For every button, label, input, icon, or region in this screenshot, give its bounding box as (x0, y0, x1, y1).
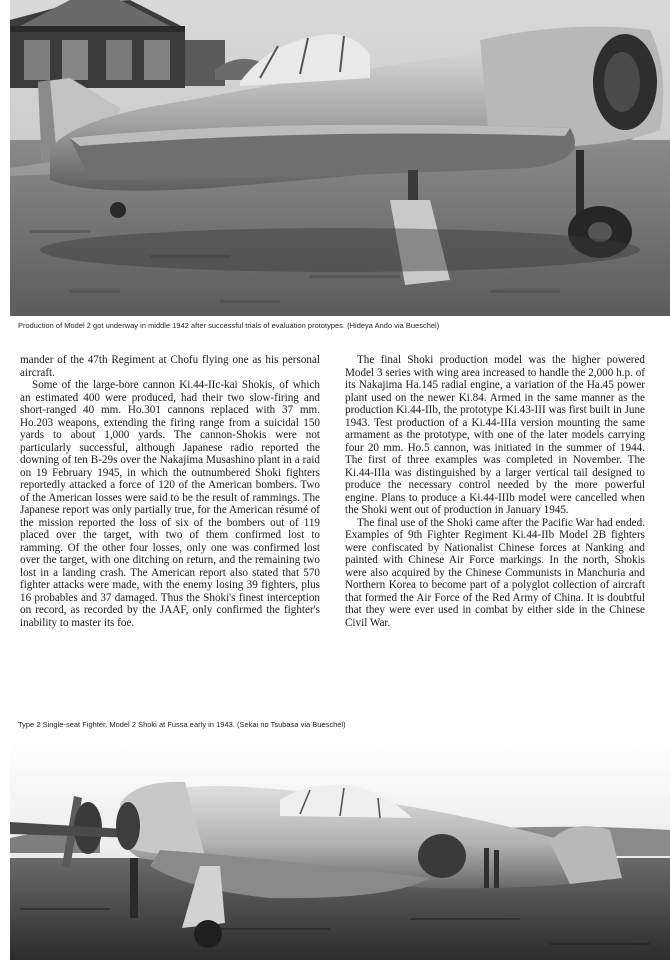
text-column-right (345, 354, 645, 629)
paragraph: The final use of the Shoki came after the Pacific War had ended. Examples of 9th Fighter Regiment Ki.44-IIb Model 2B fighters were confiscated by Nationalist Chinese forces at Nanking and painted with Chinese Air Force markings. In the north, Shokis were also acquired by the Chinese Communists in Manchuria and Northern Korea to become part of a polyglot collection of aircraft that formed the Air Force of the Red Army of China. It is doubtful that they were ever used in combat by either side in the Chinese Civil War. (345, 516, 645, 629)
text-column-left (20, 354, 320, 629)
photo-ki44-shoki-fussa (10, 738, 670, 960)
photo-ki44-production-model (10, 0, 670, 316)
photo-caption-bottom: Type 2 Single-seat Fighter. Model 2 Shoki at Fussa early in 1943. (Sekai no Tsubasa via Bueschel) (18, 720, 346, 729)
paragraph: mander of the 47th Regiment at Chofu flying one as his personal aircraft. (20, 354, 320, 379)
paragraph: The final Shoki production model was the higher powered Model 3 series with wing area increased to handle the 2,000 h.p. of its Nakajima Ha.145 radial engine, a variation of the Ha.45 power plant used on the newer Ki.84. Armed in the same manner as the production Ki.44-IIb, the prototype Ki.43-III was first built in June 1943. Test production of a Ki.44-IIIa version mounting the same armament as the prototype, with one of the later models carrying four 20 mm. Ho.5 cannon, was initiated in the summer of 1944. The first of three examples was completed in November. The Ki.44-IIIa was distinguished by a larger vertical tail designed to produce the necessary control needed by the more powerful engine. Plans to produce a Ki.44-IIIb model were cancelled when the Shoki went out of production in January 1945. (345, 354, 645, 516)
photo-caption-top: Production of Model 2 got underway in middle 1942 after successful trials of evaluation prototypes. (Hideya Ando via Bueschel) (18, 321, 440, 330)
paragraph: Some of the large-bore cannon Ki.44-IIc-kai Shokis, of which an estimated 400 were produced, had their two slow-firing and short-ranged 40 mm. Ho.301 cannons replaced with 37 mm. Ho.203 weapons, extending the firing range from a suicidal 150 yards to about 1,000 yards. The cannon-Shokis were not particularly successful, although Japanese radio reported the downing of ten B-29s over the Nakajima Musashino plant in a raid on 19 February 1945, in which the outnumbered Shoki fighters reportedly attacked a force of 120 of the American bombers. Two of the American losses were said to be the result of rammings. The Japanese report was only partially true, for the American résumé of the mission reported the loss of six of the bombers out of 119 placed over the target, with two of them confirmed lost to ramming. Of the other four losses, only one was confirmed lost over the target, with one ditching on return, and the remaining two lost in a landing crash. The American report also stated that 570 fighter attacks were made, with the enemy losing 39 fighters, plus 16 probables and 37 damaged. Thus the Shoki's finest interception on record, as recorded by the JAAF, only confirmed the fighter's inability to master its foe. (20, 379, 320, 629)
